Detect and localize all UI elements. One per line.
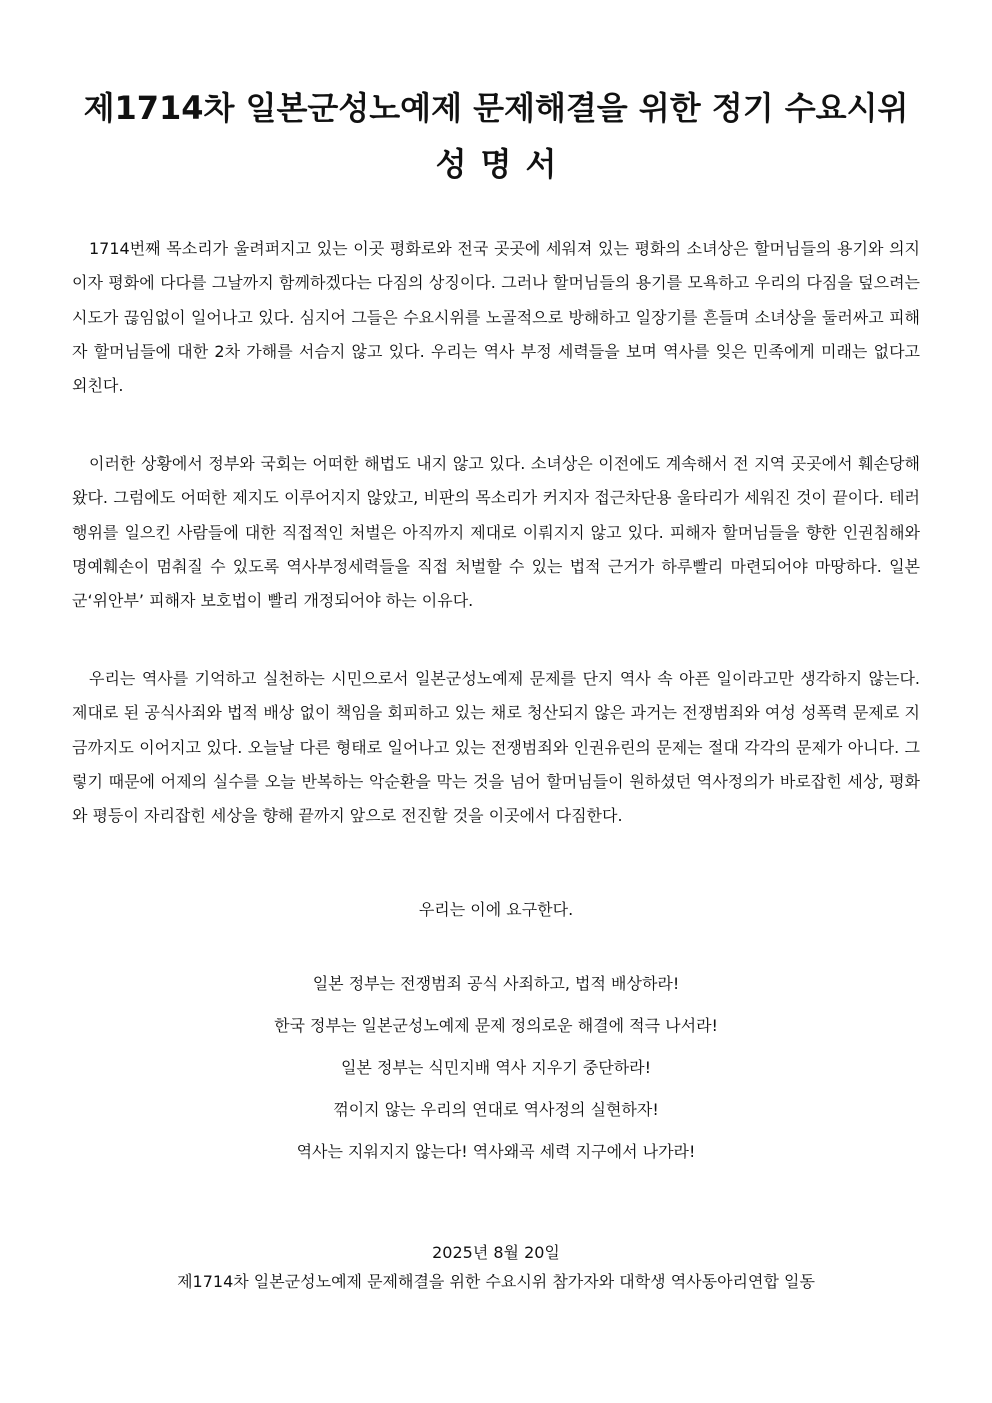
demand-item: 역사는 지워지지 않는다! 역사왜곡 세력 지구에서 나가라! — [296, 1142, 696, 1161]
statement-page — [72, 0, 920, 1403]
demand-item: 한국 정부는 일본군성노예제 문제 정의로운 해결에 적극 나서라! — [274, 1016, 718, 1035]
demand-item: 일본 정부는 전쟁범죄 공식 사죄하고, 법적 배상하라! — [312, 974, 680, 993]
document-subtitle: 성명서 — [435, 145, 571, 183]
demand-item: 꺾이지 않는 우리의 연대로 역사정의 실현하자! — [333, 1100, 659, 1119]
statement-date: 2025년 8월 20일 — [432, 1243, 560, 1262]
demand-intro: 우리는 이에 요구한다. — [418, 900, 574, 919]
paragraph-2: 이러한 상황에서 정부와 국회는 어떠한 해법도 내지 않고 있다. 소녀상은 이전에도 계속해서 전 지역 곳곳에서 훼손당해 왔다. 그럼에도 어떠한 제지도 이루어지지 않았고, 비판의 목소리가 커지자 접근차단용 울타리가 세워진 것이 끝이다. 테러 행위를 일으킨 사람들에 대한 직접적인 처벌은 아직까지 제대로 이뤄지지 않고 있다. 피해자 할머님들을 향한 인권침해와 명예훼손이 멈춰질 수 있도록 역사부정세력들을 직접 처벌할 수 있는 법적 근거가 하루빨리 마련되어야 마땅하다. 일본군‘위안부’ 피해자 보호법이 빨리 개정되어야 하는 이유다. — [72, 454, 920, 611]
demand-item: 일본 정부는 식민지배 역사 지우기 중단하라! — [340, 1058, 652, 1077]
paragraph-3: 우리는 역사를 기억하고 실천하는 시민으로서 일본군성노예제 문제를 단지 역사 속 아픈 일이라고만 생각하지 않는다. 제대로 된 공식사죄와 법적 배상 없이 책임을 회피하고 있는 채로 청산되지 않은 과거는 전쟁범죄와 여성 성폭력 문제로 지금까지도 이어지고 있다. 오늘날 다른 형태로 일어나고 있는 전쟁범죄와 인권유린의 문제는 절대 각각의 문제가 아니다. 그렇기 때문에 어제의 실수를 오늘 반복하는 악순환을 막는 것을 넘어 할머님들이 원하셨던 역사정의가 바로잡힌 세상, 평화와 평등이 자리잡힌 세상을 향해 끝까지 앞으로 전진할 것을 이곳에서 다짐한다. — [72, 669, 920, 826]
document-title: 제1714차 일본군성노예제 문제해결을 위한 정기 수요시위 — [83, 89, 909, 127]
paragraph-1: 1714번째 목소리가 울려퍼지고 있는 이곳 평화로와 전국 곳곳에 세워져 있는 평화의 소녀상은 할머님들의 용기와 의지이자 평화에 다다를 그날까지 함께하겠다는 다짐의 상징이다. 그러나 할머님들의 용기를 모욕하고 우리의 다짐을 덮으려는 시도가 끊임없이 일어나고 있다. 심지어 그들은 수요시위를 노골적으로 방해하고 일장기를 흔들며 소녀상을 둘러싸고 피해자 할머님들에 대한 2차 가해를 서슴지 않고 있다. 우리는 역사 부정 세력들을 보며 역사를 잊은 민족에게 미래는 없다고 외친다. — [72, 239, 920, 396]
signatory: 제1714차 일본군성노예제 문제해결을 위한 수요시위 참가자와 대학생 역사동아리연합 일동 — [177, 1272, 815, 1291]
